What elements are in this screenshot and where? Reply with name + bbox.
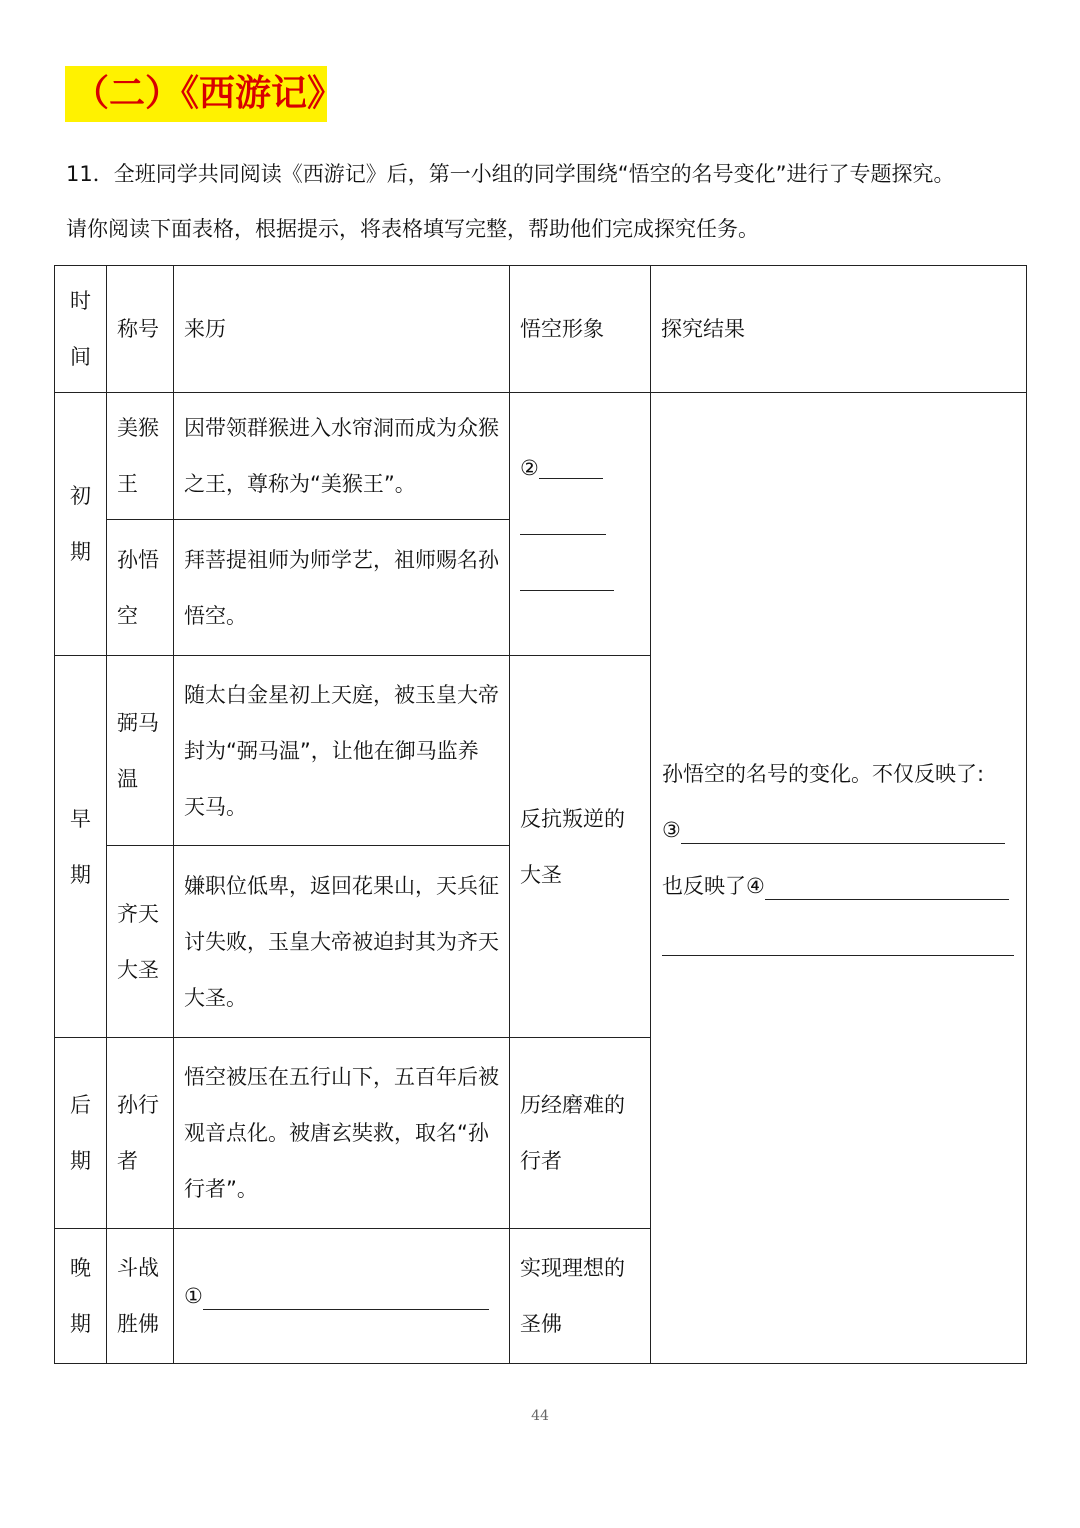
nick-cell: 斗战胜佛 (107, 1229, 174, 1364)
origin-cell: 拜菩提祖师为师学艺，祖师赐名孙悟空。 (174, 520, 510, 656)
image-blank-cell[interactable] (510, 393, 651, 656)
blank-line (662, 932, 1014, 956)
page-number: 44 (531, 1408, 549, 1424)
result-blank-3[interactable] (662, 802, 1016, 858)
image-cell-rebel: 反抗叛逆的大圣 (510, 656, 651, 1038)
blank-line (681, 820, 1005, 844)
blank-line (539, 455, 603, 479)
result-blank-4[interactable] (662, 858, 1016, 914)
period-early: 早期 (55, 656, 107, 1038)
mark-3: ③ (662, 818, 681, 842)
blank-line (765, 876, 1009, 900)
question-line-2: 请你阅读下面表格，根据提示，将表格填写完整，帮助他们完成探究任务。 (66, 217, 759, 241)
header-time: 时间 (55, 266, 107, 393)
blank-line (203, 1286, 489, 1310)
header-result: 探究结果 (651, 266, 1027, 393)
period-initial: 初期 (55, 393, 107, 656)
question-line-1: 11．全班同学共同阅读《西游记》后，第一小组的同学围绕“悟空的名号变化”进行了专题探究。 (66, 162, 955, 186)
header-origin: 来历 (174, 266, 510, 393)
image-cell-ideal: 实现理想的圣佛 (510, 1229, 651, 1364)
mark-4-prefix: 也反映了④ (662, 874, 765, 898)
nick-cell: 孙行者 (107, 1038, 174, 1229)
origin-cell: 因带领群猴进入水帘洞而成为众猴之王，尊称为“美猴王”。 (174, 393, 510, 520)
exploration-table (54, 265, 1027, 1364)
table-row (55, 393, 1027, 520)
blank-2-mark: ② (520, 456, 539, 480)
origin-cell: 悟空被压在五行山下，五百年后被观音点化。被唐玄奘救，取名“孙行者”。 (174, 1038, 510, 1229)
nick-cell: 孙悟空 (107, 520, 174, 656)
mark-1: ① (184, 1284, 203, 1308)
image-cell-hardship: 历经磨难的行者 (510, 1038, 651, 1229)
origin-cell: 嫌职位低卑，返回花果山，天兵征讨失败，玉皇大帝被迫封其为齐天大圣。 (174, 846, 510, 1038)
nick-cell: 美猴王 (107, 393, 174, 520)
header-nick: 称号 (107, 266, 174, 393)
result-intro: 孙悟空的名号的变化。不仅反映了: (662, 762, 985, 786)
blank-line (520, 567, 614, 591)
section-title: （二）《西游记》 (65, 66, 327, 122)
nick-cell: 弼马温 (107, 656, 174, 846)
blank-line (520, 511, 606, 535)
period-late: 晚期 (55, 1229, 107, 1364)
result-cell (651, 393, 1027, 1364)
header-image: 悟空形象 (510, 266, 651, 393)
header-row (55, 266, 1027, 393)
nick-cell: 齐天大圣 (107, 846, 174, 1038)
result-blank-4-cont[interactable] (662, 914, 1016, 970)
period-later: 后期 (55, 1038, 107, 1229)
origin-cell: 随太白金星初上天庭，被玉皇大帝封为“弼马温”，让他在御马监养天马。 (174, 656, 510, 846)
origin-blank-cell[interactable] (174, 1229, 510, 1364)
